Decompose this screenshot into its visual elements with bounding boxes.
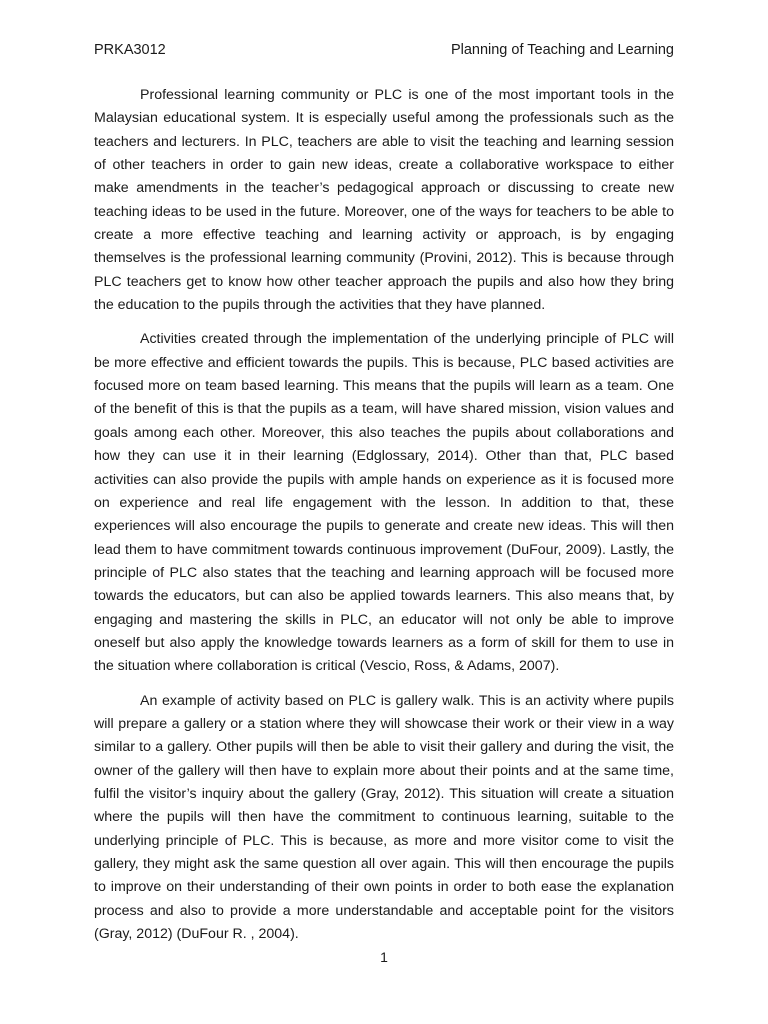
paragraph-gallery-walk: An example of activity based on PLC is gallery walk. This is an activity where pupils will prepare a gallery or a station where they will showcase their work or their view in a way similar to a gallery. Other pupils will then be able to visit their gallery and during the visit, the owner of the gallery will then have to explain more about their points and at the same time, fulfil the visitor’s inquiry about the gallery (Gray, 2012). This situation will create a situation where the pupils will then have the commitment to continuous learning, suitable to the underlying principle of PLC. This is because, as more and more visitor come to visit the gallery, they might ask the same question all over again. This will then encourage the pupils to improve on their understanding of their own points in order to both ease the explanation process and also to provide a more understandable and acceptable point for the visitors (Gray, 2012) (DuFour R. , 2004). (94, 692, 674, 943)
page-header (94, 41, 674, 59)
course-title: Planning of Teaching and Learning (450, 42, 674, 58)
paragraph-plc-intro: Professional learning community or PLC is one of the most important tools in the Malaysian educational system. It is especially useful among the professionals such as the teachers and lecturers. In PLC, teachers are able to visit the teaching and learning session of other teachers in order to gain new ideas, create a collaborative workspace to either make amendments in the teacher’s pedagogical approach or discussing to create new teaching ideas to be used in the future. Moreover, one of the ways for teachers to be able to create a more effective teaching and learning activity or approach, is by engaging themselves is the professional learning community (Provini, 2012). This is because through PLC teachers get to know how other teacher approach the pupils and also how they bring the education to the pupils through the activities that they have planned. (94, 87, 674, 314)
document-body (94, 84, 674, 957)
paragraph-plc-activities: Activities created through the implementation of the underlying principle of PLC will be more effective and efficient towards the pupils. This is because, PLC based activities are focused more on team based learning. This means that the pupils will learn as a team. One of the benefit of this is that the pupils as a team, will have shared mission, vision values and goals among each other. Moreover, this also teaches the pupils about collaborations and how they can use it in their learning (Edglossary, 2014). Other than that, PLC based activities can also provide the pupils with ample hands on experience as it is focused more on experience and real life engagement with the lesson. In addition to that, these experiences will also encourage the pupils to generate and create new ideas. This will then lead them to have commitment towards continuous improvement (DuFour, 2009). Lastly, the principle of PLC also states that the teaching and learning approach will be focused more towards the educators, but can also be applied towards learners. This also means that, by engaging and mastering the skills in PLC, an educator will not only be able to improve oneself but also apply the knowledge towards learners as a form of skill for them to use in the situation where collaboration is critical (Vescio, Ross, & Adams, 2007). (94, 331, 674, 675)
course-code: PRKA3012 (94, 42, 166, 58)
page-number: 1 (380, 949, 388, 965)
